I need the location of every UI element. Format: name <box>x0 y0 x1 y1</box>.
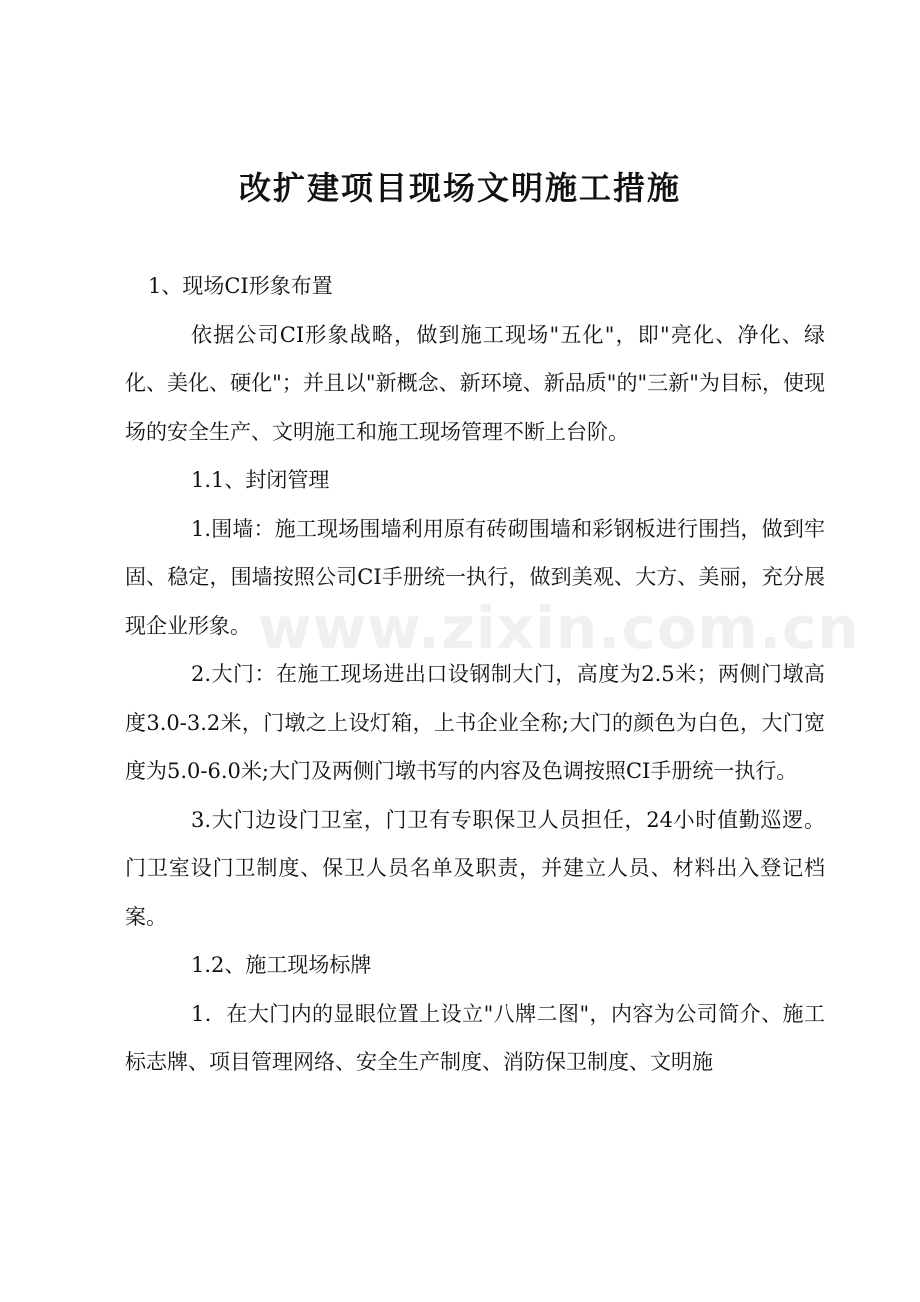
watermark: www.zixin.com.cn <box>258 594 860 662</box>
subsection-heading: 1.2、施工现场标牌 <box>191 953 372 977</box>
document-body <box>125 262 825 1087</box>
page-title: 改扩建项目现场文明施工措施 <box>238 169 681 207</box>
paragraph: 依据公司CI形象战略，做到施工现场"五化"，即"亮化、净化、绿化、美化、硬化"；并且以"新概念、新环境、新品质"的"三新"为目标，使现场的安全生产、文明施工和施工现场管理不断上台阶。 <box>125 322 825 444</box>
paragraph: 1．在大门内的显眼位置上设立"八牌二图"，内容为公司简介、施工标志牌、项目管理网络、安全生产制度、消防保卫制度、文明施 <box>125 1001 825 1074</box>
paragraph: 3.大门边设门卫室，门卫有专职保卫人员担任，24小时值勤巡逻。门卫室设门卫制度、保卫人员名单及职责，并建立人员、材料出入登记档案。 <box>125 807 825 929</box>
paragraph: 2.大门：在施工现场进出口设钢制大门，高度为2.5米；两侧门墩高度3.0-3.2米，门墩之上设灯箱，上书企业全称;大门的颜色为白色，大门宽度为5.0-6.0米;大门及两侧门墩书写的内容及色调按照CI手册统一执行。 <box>125 662 825 783</box>
paragraph: 1.围墙：施工现场围墙利用原有砖砌围墙和彩钢板进行围挡，做到牢固、稳定，围墙按照公司CI手册统一执行，做到美观、大方、美丽，充分展现企业形象。 <box>125 516 825 638</box>
subsection-heading: 1.1、封闭管理 <box>191 468 330 492</box>
section-heading: 1、现场CI形象布置 <box>148 274 333 298</box>
